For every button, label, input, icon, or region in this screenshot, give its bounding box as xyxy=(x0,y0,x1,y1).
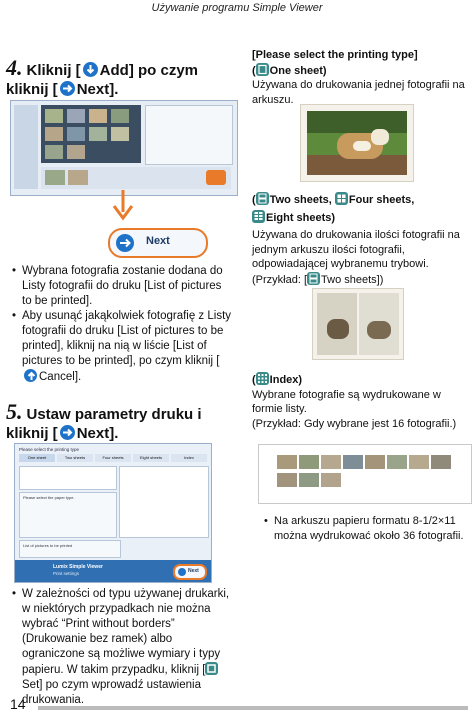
bullet-text: Aby usunąć jakąkolwiek fotografię z Listy fotografii do druku [List of pictures to be printed], kliknij na nią w liście [List of pictures to be printed], po czym kliknij [ xyxy=(22,310,232,367)
eight-sheets-label: Eight sheets xyxy=(266,211,332,224)
next-label: Next xyxy=(76,425,110,442)
footer-subtitle: Print settings xyxy=(53,571,80,576)
tab-two-sheets[interactable]: Two sheets xyxy=(57,454,93,462)
printing-type-heading: [Please select the printing type] xyxy=(252,49,418,61)
printer-select[interactable] xyxy=(19,466,117,490)
set-label: Set xyxy=(22,679,40,691)
one-sheet-description: Używana do drukowania jednej fotografii na arkuszu. xyxy=(252,79,465,106)
bullet-item xyxy=(22,309,232,385)
list-panel xyxy=(19,540,121,558)
next-button-label: Next xyxy=(146,235,170,247)
cancel-label: Cancel xyxy=(39,371,75,383)
two-sheets-icon xyxy=(307,272,320,285)
next-arrow-icon xyxy=(178,568,186,576)
dialog-title: Please select the printing type xyxy=(19,447,80,452)
paper-label: Please select the paper type. xyxy=(23,495,75,500)
next-arrow-icon xyxy=(116,234,134,252)
step-text: Ustaw parametry druku i kliknij [ xyxy=(6,406,202,442)
next-arrow-icon xyxy=(60,425,75,440)
bullet-item xyxy=(274,514,470,543)
step-text: ]. xyxy=(109,81,119,98)
folder-panel xyxy=(14,105,38,189)
print-list-strip xyxy=(41,167,231,189)
footer-rule xyxy=(38,706,468,710)
set-icon xyxy=(205,662,218,675)
bullet-text: ] po czym wprowadź ustawienia drukowania. xyxy=(22,679,201,706)
step-number: 4. xyxy=(6,55,23,80)
next-button-callout[interactable] xyxy=(108,228,208,258)
one-sheet-example-image xyxy=(300,104,414,182)
index-label: Index xyxy=(269,374,299,386)
multi-sheet-heading: ( Two sheets, Four sheets, xyxy=(252,194,415,206)
index-example: (Przykład: Gdy wybrane jest 16 fotografii.) xyxy=(252,417,457,430)
one-sheet-icon xyxy=(256,63,269,76)
preview-area xyxy=(119,466,209,538)
step-text: ] po czym kliknij [ xyxy=(6,62,199,98)
example-text: (Przykład: [ xyxy=(252,273,308,286)
next-label: Next xyxy=(188,568,199,574)
next-arrow-icon xyxy=(60,81,75,96)
step-text: Kliknij [ xyxy=(26,62,81,79)
index-description: Wybrane fotografie są wydrukowane w formie listy. xyxy=(252,388,441,415)
bottom-bullet xyxy=(10,587,232,708)
step-number: 5. xyxy=(6,399,23,424)
step-text: ]. xyxy=(109,425,119,442)
example-text: ]) xyxy=(376,273,384,286)
two-sheets-example-image xyxy=(312,288,404,360)
right-bullet xyxy=(262,514,470,543)
add-label: Add xyxy=(99,62,129,79)
add-icon xyxy=(83,62,98,77)
tab-one-sheet[interactable]: One sheet xyxy=(19,454,55,462)
one-sheet-heading: ( One sheet) xyxy=(252,64,327,77)
index-icon xyxy=(256,372,269,385)
dog-head xyxy=(371,129,389,145)
multi-sheet-description: Używana do drukowania ilości fotografii na jednym arkuszu ilości fotografii, odpowiadającej wybranemu trybowi. xyxy=(252,229,460,270)
tab-eight-sheets[interactable]: Eight sheets xyxy=(133,454,169,462)
thumbnail-grid xyxy=(41,105,141,163)
two-sheets-icon xyxy=(256,192,269,205)
index-heading: ( Index) xyxy=(252,374,303,386)
tab-index[interactable]: Index xyxy=(171,454,207,462)
two-sheets-label: Two sheets, xyxy=(269,194,332,206)
example-label: Two sheets xyxy=(321,273,377,286)
dog-patch xyxy=(353,141,371,151)
multi-sheet-section xyxy=(252,192,470,287)
cancel-icon xyxy=(24,369,37,382)
next-label: Next xyxy=(76,81,110,98)
index-example-image xyxy=(258,444,472,504)
connector-arrow xyxy=(108,190,138,230)
index-thumbnail-row xyxy=(277,473,341,487)
one-sheet-label: One sheet xyxy=(269,64,323,77)
bullet-text: Wybrana fotografia zostanie dodana do Listy fotografii do druku [List of pictures to be printed]. xyxy=(22,265,223,307)
preview-panel xyxy=(145,105,233,165)
multi-sheet-heading-line2: Eight sheets) xyxy=(252,210,470,226)
four-sheets-label: Four sheets, xyxy=(348,194,415,206)
settings-panel xyxy=(19,492,117,538)
dialog-tab-row xyxy=(19,454,207,463)
multi-sheet-example xyxy=(252,272,470,288)
index-section xyxy=(252,372,470,431)
bullet-text: ]. xyxy=(74,371,82,383)
list-label: List of pictures to be printed xyxy=(23,543,73,548)
left-bullet-list xyxy=(10,264,232,385)
page-header: Używanie programu Simple Viewer xyxy=(151,2,323,14)
page-number: 14 xyxy=(10,696,26,712)
tab-four-sheets[interactable]: Four sheets xyxy=(95,454,131,462)
bullet-item xyxy=(22,264,232,309)
print-settings-screenshot xyxy=(14,443,212,583)
four-sheets-icon xyxy=(335,192,348,205)
add-pictures-screenshot xyxy=(10,100,238,196)
step-5-instruction xyxy=(6,399,236,443)
bullet-item xyxy=(22,587,232,708)
index-thumbnail-row xyxy=(277,455,467,469)
dialog-next-button[interactable] xyxy=(173,564,207,580)
one-sheet-section xyxy=(252,48,468,107)
eight-sheets-icon xyxy=(252,210,265,223)
bullet-text: W zależności od typu używanej drukarki, w niektórych przypadkach nie można wybrać “Print without borders” (Drukowanie bez ramek) albo ograniczone są możliwe wymiary i typy papieru. W takim przypadku, kliknij [ xyxy=(22,588,230,676)
bullet-text: Na arkuszu papieru formatu 8-1/2×11 można wydrukować około 36 fotografii. xyxy=(274,515,464,542)
step-4-instruction xyxy=(6,55,236,99)
footer-title: Lumix Simple Viewer xyxy=(53,564,103,570)
